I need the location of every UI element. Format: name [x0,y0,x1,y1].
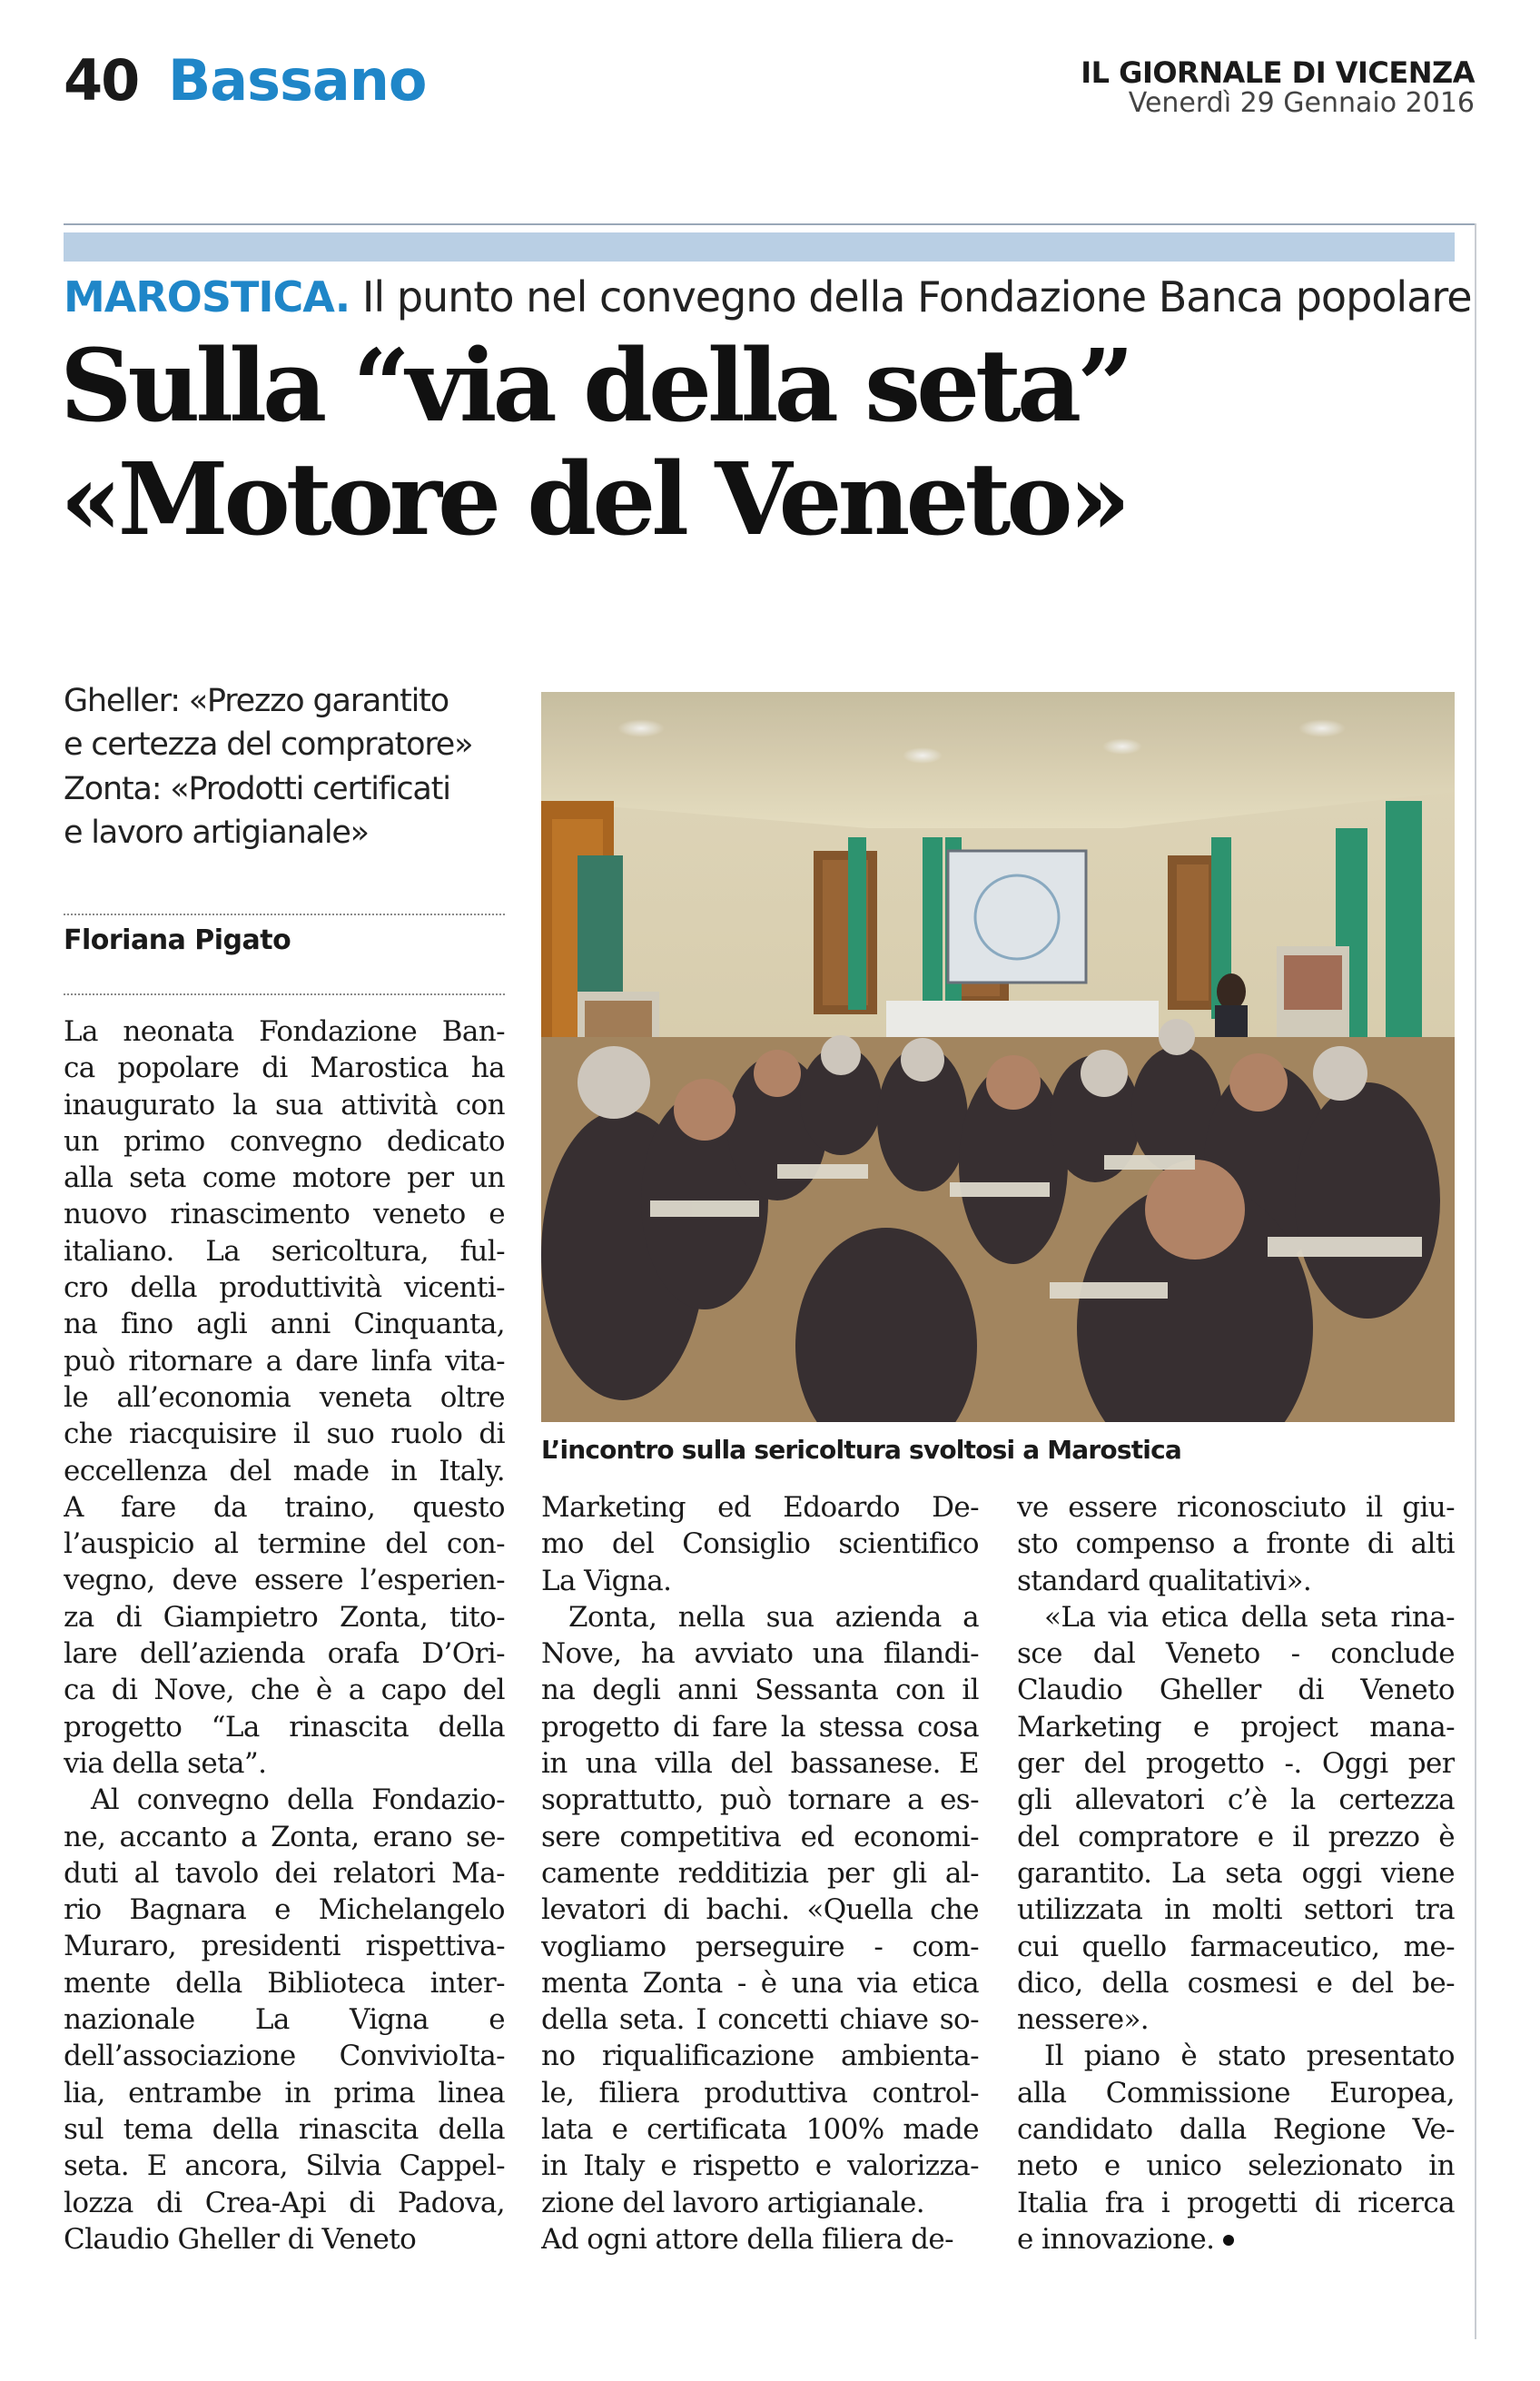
body-line [1017,1965,1455,2001]
newspaper-name: IL GIORNALE DI VICENZA [1081,55,1475,90]
body-line [1017,1526,1455,1562]
conference-photo [541,692,1455,1422]
body-text: vegno, deve essere l’esperien- [64,1564,505,1597]
body-line [1017,1599,1455,1635]
body-text: soprattutto, può tornare a es- [541,1783,979,1817]
body-line [541,1709,979,1745]
masthead [1081,55,1475,119]
body-text: Marketing ed Edoardo De- [541,1491,979,1524]
body-text: l’auspicio al termine del con- [64,1527,505,1561]
column-divider [1475,223,1476,2339]
body-line [64,1123,505,1160]
body-line [1017,2038,1455,2074]
body-text: progetto di fare la stessa cosa [541,1710,979,1744]
body-text: sto compenso a fronte di alti [1017,1527,1455,1561]
subhead-line: e certezza del compratore» [64,726,473,764]
kicker [64,272,1472,322]
body-line [541,1526,979,1562]
body-text: eccellenza del made in Italy. [64,1454,505,1487]
body-line [64,1599,505,1635]
body-line [1017,1745,1455,1782]
body-text: cro della produttività vicenti- [64,1271,505,1305]
body-line [64,1672,505,1708]
page-number: 40 [64,47,139,114]
body-line [541,1745,979,1782]
body-text: progetto “La rinascita della [64,1710,505,1744]
headline [60,329,1130,557]
body-line [64,1782,505,1818]
body-line [1017,1709,1455,1745]
body-line [64,1928,505,1964]
body-text: dico, della cosmesi e del be- [1017,1966,1455,2000]
body-line [1017,2075,1455,2111]
body-line [541,1965,979,2001]
body-text: può ritornare a dare linfa vita- [64,1344,505,1378]
body-line [541,1489,979,1526]
body-line [1017,1563,1455,1599]
body-line [64,1013,505,1050]
body-text: inaugurato la sua attività con [64,1088,505,1121]
body-line [64,1343,505,1379]
body-text: ca di Nove, che è a capo del [64,1674,505,1707]
body-text: La Vigna. [541,1564,672,1597]
body-line [1017,1819,1455,1855]
body-line [541,2038,979,2074]
body-text: sce dal Veneto - conclude [1017,1637,1455,1671]
body-text: levatori di bachi. «Quella che [541,1893,979,1927]
body-text: standard qualitativi». [1017,1564,1312,1597]
body-line [1017,2001,1455,2038]
body-text: ne, accanto a Zonta, erano se- [64,1820,505,1853]
body-text: mente della Biblioteca inter- [64,1966,505,2000]
kicker-place: MAROSTICA. [64,272,350,321]
article-column-1 [64,1013,505,2258]
body-text: ca popolare di Marostica ha [64,1052,505,1085]
body-text: lata e certificata 100% made [541,2113,979,2147]
body-line [541,1599,979,1635]
body-text: Claudio Gheller di Veneto [64,2222,417,2256]
body-text: menta Zonta - è una via etica [541,1966,979,2000]
body-line [64,1526,505,1562]
body-line [541,2148,979,2184]
body-line [541,1929,979,1965]
body-text: che riacquisire il suo ruolo di [64,1418,505,1451]
body-line [64,1453,505,1489]
body-line [1017,1635,1455,1672]
headline-line: Sulla “via della seta” [60,327,1130,444]
subhead-line: Gheller: «Prezzo garantito [64,683,449,719]
body-line [541,2221,979,2258]
body-text: sul tema della rinascita della [64,2112,505,2146]
body-text: rio Bagnara e Michelangelo [64,1893,505,1927]
body-text: utilizzata in molti settori tra [1017,1893,1455,1927]
body-text: Claudio Gheller di Veneto [1017,1674,1455,1707]
body-text: za di Giampietro Zonta, tito- [64,1600,505,1634]
issue-date: Venerdì 29 Gennaio 2016 [1128,86,1475,119]
body-text: vogliamo perseguire - com- [541,1930,979,1963]
body-line [541,1563,979,1599]
body-text: le, filiera produttiva control- [541,2076,979,2109]
body-text: nessere». [1017,2003,1150,2037]
body-text: duti al tavolo dei relatori Ma- [64,1856,505,1890]
body-line [64,1489,505,1526]
body-line [64,1306,505,1342]
byline: Floriana Pigato [64,924,291,956]
body-text: della seta. I concetti chiave so- [541,2003,979,2037]
body-line [64,1965,505,2001]
body-text: Il piano è stato presentato [1044,2040,1455,2073]
body-text: La neonata Fondazione Ban- [64,1015,505,1048]
body-line [541,2075,979,2111]
body-line [64,2038,505,2074]
body-text: ve essere riconosciuto il giu- [1017,1491,1455,1524]
body-text: Al convegno della Fondazio- [91,1783,505,1817]
body-line [64,1270,505,1306]
body-text: dell’associazione ConvivioIta- [64,2040,505,2073]
body-line [1017,1782,1455,1818]
body-text: alla Commissione Europea, [1017,2076,1455,2109]
body-line [541,2111,979,2148]
body-text: na fino agli anni Cinquanta, [64,1308,505,1341]
body-line [64,1819,505,1855]
body-text: na degli anni Sessanta con il [541,1674,979,1707]
body-text: in una villa del bassanese. E [541,1747,979,1781]
subhead-line: Zonta: «Prodotti certificati [64,770,450,807]
body-line [64,2001,505,2038]
body-text: via della seta”. [64,1746,267,1780]
body-text: alla seta come motore per un [64,1161,505,1195]
body-line [64,1709,505,1745]
body-line [64,2185,505,2221]
body-text: garantito. La seta oggi viene [1017,1856,1455,1890]
body-line [1017,2185,1455,2221]
body-text: Italia fra i progetti di ricerca [1017,2186,1455,2219]
body-line [64,1416,505,1452]
body-line [64,1379,505,1416]
section-title: Bassano [168,47,427,114]
body-line [64,1855,505,1892]
body-text: in Italy e rispetto e valorizza- [541,2149,979,2183]
article-column-2 [541,1489,979,2258]
body-text: italiano. La sericoltura, ful- [64,1234,505,1268]
body-line [64,1892,505,1928]
body-line [64,1196,505,1232]
subheadline [64,679,518,855]
body-text: seta. E ancora, Silvia Cappel- [64,2149,505,2183]
body-text: sere competitiva ed economi- [541,1820,979,1853]
body-line [64,2075,505,2111]
body-line [1017,2148,1455,2184]
body-text: lare dell’azienda orafa D’Ori- [64,1637,505,1671]
body-line [1017,1892,1455,1928]
body-line [1017,1489,1455,1526]
body-text: Zonta, nella sua azienda a [568,1600,979,1634]
article-top-bar [64,232,1455,262]
body-line [541,1819,979,1855]
body-text: nazionale La Vigna e [64,2003,505,2037]
body-line [64,1635,505,1672]
body-line [64,1233,505,1270]
body-line [541,1892,979,1928]
body-text: A fare da traino, questo [64,1490,505,1524]
body-text: lozza di Crea-Api di Padova, [64,2186,505,2219]
body-line [541,2185,979,2221]
body-text: cui quello farmaceutico, me- [1017,1930,1455,1963]
body-text: neto e unico selezionato in [1017,2149,1455,2183]
body-text: nuovo rinascimento veneto e [64,1198,505,1231]
end-of-article-mark [1223,2235,1234,2246]
body-text: del compratore e il prezzo è [1017,1820,1455,1853]
body-line [64,2221,505,2258]
body-line [1017,2221,1455,2258]
photo-caption: L’incontro sulla sericoltura svoltosi a Marostica [541,1435,1181,1465]
body-text: Ad ogni attore della filiera de- [541,2222,953,2256]
body-line [64,2111,505,2148]
headline-line: «Motore del Veneto» [60,440,1127,558]
body-text: Muraro, presidenti rispettiva- [64,1930,505,1963]
body-line [541,1672,979,1708]
subhead-line: e lavoro artigianale» [64,814,369,851]
body-text: mo del Consiglio scientifico [541,1527,979,1561]
body-line [1017,2111,1455,2148]
body-line [1017,1672,1455,1708]
body-line [541,1635,979,1672]
body-text: zione del lavoro artigianale. [541,2186,925,2219]
body-line [64,1160,505,1196]
body-text: candidato dalla Regione Ve- [1017,2113,1455,2147]
byline-rule-bottom [64,993,505,995]
body-text: lia, entrambe in prima linea [64,2076,505,2109]
body-text: «La via etica della seta rina- [1044,1600,1455,1634]
body-line [541,1782,979,1818]
kicker-text: Il punto nel convegno della Fondazione Banca popolare [361,272,1472,321]
body-text: gli allevatori c’è la certezza [1017,1783,1455,1817]
body-line [64,1087,505,1123]
body-text: e innovazione. [1017,2222,1215,2256]
body-line [541,2001,979,2038]
body-text: un primo convegno dedicato [64,1124,505,1158]
body-text: Nove, ha avviato una filandi- [541,1637,979,1671]
article-column-3 [1017,1489,1455,2258]
body-line [1017,1855,1455,1892]
body-text: le all’economia veneta oltre [64,1380,505,1414]
body-text: Marketing e project mana- [1017,1710,1455,1744]
body-line [1017,1929,1455,1965]
body-text: no riqualificazione ambienta- [541,2040,979,2073]
body-text: camente redditizia per gli al- [541,1856,979,1890]
header-divider [64,223,1476,225]
byline-rule-top [64,914,505,915]
body-line [64,1050,505,1086]
body-text: ger del progetto -. Oggi per [1017,1747,1455,1781]
body-line [64,1745,505,1782]
body-line [64,1562,505,1598]
body-line [64,2148,505,2184]
body-line [541,1855,979,1892]
